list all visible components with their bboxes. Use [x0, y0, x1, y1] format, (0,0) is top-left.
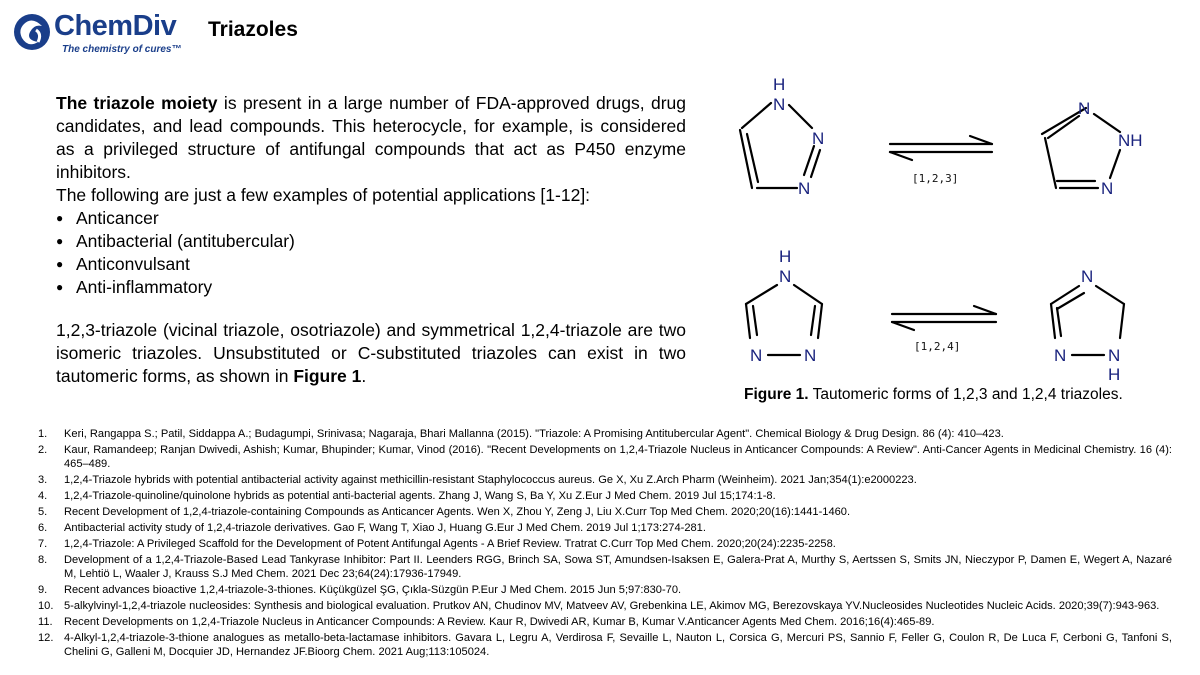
- reference-item: 10. 5-alkylvinyl-1,2,4-triazole nucleosides: Synthesis and biological evaluation. Prutkov AN, Chudinov MV, Matveev AV, Grebenkina LE, Akimov MG, Berezovskaya YV.Nucleosides Nucleotides Nucleic Acids. 2020;39(7):943-963.: [38, 600, 1160, 613]
- reference-item: 2. Kaur, Ramandeep; Ranjan Dwivedi, Ashish; Kumar, Bhupinder; Kumar, Vinod (2016). "Recent Developments on 1,2,4-Triazole Nucleus in Anticancer Compounds: A Review". Anti-Cancer Agents in Medicinal Chemistry. 16 (4): 465–489.: [38, 444, 1172, 470]
- atom-label-n: N: [1081, 267, 1094, 286]
- reference-item: 5. Recent Development of 1,2,4-triazole-containing Compounds as Anticancer Agents. Wen X, Zhou Y, Zeng J, Liu X.Curr Top Med Chem. 2020;20(16):1441-1460.: [38, 505, 851, 518]
- intro-lead-bold: The triazole moiety: [56, 93, 218, 113]
- atom-label-n: N: [1108, 346, 1121, 365]
- reference-item: 4. 1,2,4-Triazole-quinoline/quinolone hybrids as potential anti-bacterial agents. Zhang J, Wang S, Ba Y, Xu Z.Eur J Med Chem. 2019 Jul 15;174:1-8.: [38, 489, 776, 502]
- isomer-section: [56, 319, 686, 388]
- list-item: ● Antibacterial (antitubercular): [56, 231, 295, 251]
- atom-label-n: N: [1054, 346, 1067, 365]
- chemdiv-logo: [12, 10, 190, 55]
- reference-item: 11. Recent Developments on 1,2,4-Triazole Nucleus in Anticancer Compounds: A Review. Kaur R, Dwivedi AR, Kumar B, Kumar V.Anticancer Agents Med Chem. 2016;16(4):465-89.: [38, 616, 935, 629]
- atom-label-n: N: [773, 95, 786, 114]
- intro-paragraph: [56, 92, 686, 184]
- reference-item: 9. Recent advances bioactive 1,2,4-triazole-3-thiones. Küçükgüzel ŞG, Çıkla-Süzgün P.Eur J Med Chem. 2015 Jun 5;97:830-70.: [38, 583, 682, 596]
- equilibrium-label-124: [1,2,4]: [914, 340, 961, 353]
- figure-caption: [744, 386, 1123, 404]
- atom-label-n: N: [804, 346, 817, 365]
- atom-label-n: N: [1101, 179, 1114, 198]
- figure-reference: Figure 1: [293, 366, 362, 386]
- chemdiv-emblem-icon: [12, 12, 52, 52]
- intro-section: [56, 92, 686, 299]
- bullet-icon: ●: [56, 211, 64, 225]
- reference-item: 7. 1,2,4-Triazole: A Privileged Scaffold for the Development of Potent Antifungal Agents - A Brief Review. Tratrat C.Curr Top Med Chem. 2020;20(24):2235-2258.: [38, 538, 836, 551]
- equilibrium-label-123: [1,2,3]: [912, 172, 959, 185]
- reference-item: 1. Keri, Rangappa S.; Patil, Siddappa A.; Budagumpi, Srinivasa; Nagaraja, Bhari Mallanna (2015). "Triazole: A Promising Antitubercular Agent". Chemical Biology & Drug Design. 86 (4): 410–423.: [38, 428, 1004, 440]
- atom-label-nh: NH: [1118, 131, 1143, 150]
- reference-item: 3. 1,2,4-Triazole hybrids with potential antibacterial activity against methicillin-resistant Staphylococcus aureus. Ge X, Xu Z.Arch Pharm (Weinheim). 2021 Jan;354(1):e2000223.: [38, 473, 917, 486]
- list-item: ● Anticancer: [56, 208, 159, 228]
- intro-lead-rest: is present in a large number of FDA-approved drugs, drug candidates, and lead compounds. This heterocycle, for example, is considered as a privileged structure of antifungal compounds that act as P450 enzyme inhibitors.: [56, 93, 686, 182]
- atom-label-n: N: [812, 129, 825, 148]
- logo-tagline: The chemistry of cures™: [62, 44, 182, 55]
- atom-label-h: H: [773, 75, 786, 94]
- reference-item: 8. Development of a 1,2,4-Triazole-Based Lead Tankyrase Inhibitor: Part II. Leenders RGG, Brinch SA, Sowa ST, Amundsen-Isaksen E, Galera-Prat A, Murthy S, Aertssen S, Smits JN, Nieczypor P, Damen E, Wegert A, Nazaré M, Lehtiö L, Waaler J, Krauss S.J Med Chem. 2021 Dec 23;64(24):17936-17949.: [38, 554, 1172, 580]
- list-item: ● Anti-inflammatory: [56, 277, 213, 297]
- atom-label-n: N: [1078, 99, 1091, 118]
- atom-label-n: N: [750, 346, 763, 365]
- atom-label-n: N: [779, 267, 792, 286]
- bullet-icon: ●: [56, 257, 64, 271]
- bullet-icon: ●: [56, 234, 64, 248]
- examples-line: The following are just a few examples of potential applications [1-12]:: [56, 185, 591, 205]
- figure-caption-text: Tautomeric forms of 1,2,3 and 1,2,4 triazoles.: [808, 386, 1123, 403]
- isomer-paragraph: 1,2,3-triazole (vicinal triazole, osotriazole) and symmetrical 1,2,4-triazole are two isomeric triazoles. Unsubstituted or C-substituted triazoles can exist in two tautomeric forms, as shown in Figure 1.: [56, 320, 686, 386]
- atom-label-n: N: [798, 179, 811, 198]
- page-title: Triazoles: [208, 18, 298, 41]
- references-list: [38, 428, 1172, 662]
- list-item: ● Anticonvulsant: [56, 254, 190, 274]
- atom-label-h: H: [779, 247, 792, 266]
- reference-item: 6. Antibacterial activity study of 1,2,4-triazole derivatives. Gao F, Wang T, Xiao J, Huang G.Eur J Med Chem. 2019 Jul 1;173:274-281.: [38, 522, 706, 535]
- reference-item: 12. 4-Alkyl-1,2,4-triazole-3-thione analogues as metallo-beta-lactamase inhibitors. Gavara L, Legru A, Verdirosa F, Sevaille L, Nauton L, Corsica G, Mercuri PS, Sannio F, Feller G, Coulon R, De Luca F, Cerboni G, Tanfoni S, Chelini G, Galleni M, Docquier JD, Hernandez JF.Bioorg Chem. 2021 Aug;113:105024.: [38, 632, 1172, 658]
- applications-list: [56, 207, 686, 299]
- logo-name: ChemDiv: [54, 10, 177, 42]
- tautomer-diagram: [700, 70, 1180, 390]
- atom-label-h: H: [1108, 365, 1121, 384]
- bullet-icon: ●: [56, 280, 64, 294]
- figure-caption-bold: Figure 1.: [744, 386, 809, 403]
